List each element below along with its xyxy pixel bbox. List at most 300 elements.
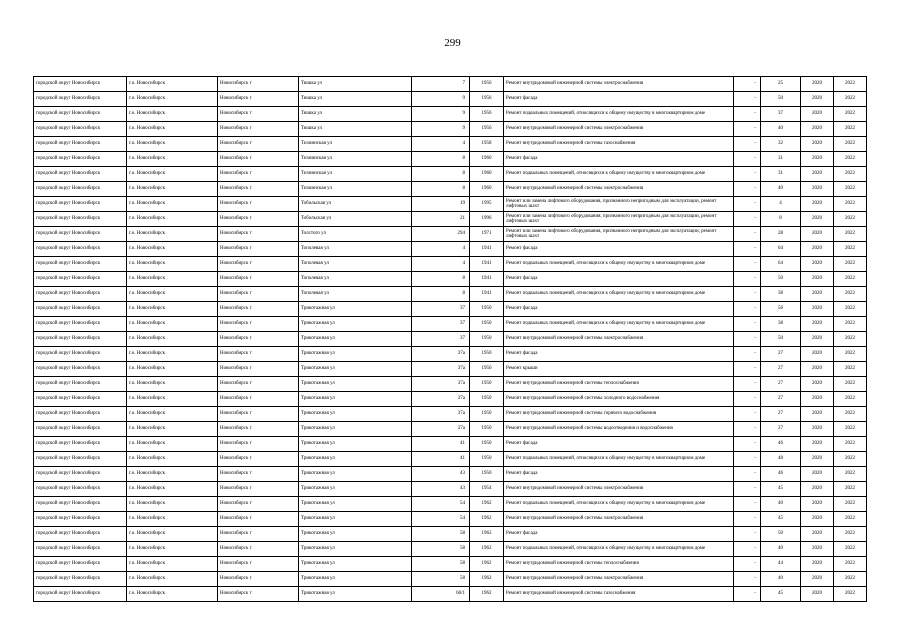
repair-schedule-table <box>33 76 867 602</box>
cell-cost: - <box>734 137 761 152</box>
cell-apartments-count: 27 <box>761 362 801 377</box>
cell-street: Трикотажная ул <box>299 557 412 572</box>
table-row <box>34 317 867 332</box>
table-row <box>34 542 867 557</box>
cell-end-year: 2022 <box>834 272 867 287</box>
cell-municipality: городской округ Новосибирск <box>34 302 127 317</box>
table-row <box>34 527 867 542</box>
cell-build-year: 1971 <box>470 227 504 242</box>
cell-street: Трикотажная ул <box>299 332 412 347</box>
cell-end-year: 2022 <box>834 92 867 107</box>
cell-build-year: 1950 <box>470 362 504 377</box>
cell-district: г.о. Новосибирск <box>127 92 218 107</box>
cell-start-year: 2020 <box>801 137 834 152</box>
cell-work-type: Ремонт подвальных помещений, относящихся к общему имуществу в многоквартирном доме <box>504 107 734 122</box>
cell-cost: - <box>734 197 761 212</box>
cell-municipality: городской округ Новосибирск <box>34 212 127 227</box>
cell-apartments-count: 40 <box>761 182 801 197</box>
cell-end-year: 2022 <box>834 407 867 422</box>
cell-municipality: городской округ Новосибирск <box>34 332 127 347</box>
cell-district: г.о. Новосибирск <box>127 527 218 542</box>
cell-work-type: Ремонт фасада <box>504 242 734 257</box>
cell-district: г.о. Новосибирск <box>127 212 218 227</box>
cell-street: Трикотажная ул <box>299 392 412 407</box>
cell-settlement: Новосибирск г <box>218 332 299 347</box>
cell-build-year: 1950 <box>470 452 504 467</box>
cell-municipality: городской округ Новосибирск <box>34 92 127 107</box>
cell-work-type: Ремонт подвальных помещений, относящихся к общему имуществу в многоквартирном доме <box>504 167 734 182</box>
cell-build-year: 1950 <box>470 467 504 482</box>
cell-work-type: Ремонт внутридомовой инженерной системы водоотведения и водоснабжения <box>504 422 734 437</box>
cell-municipality: городской округ Новосибирск <box>34 317 127 332</box>
table-row <box>34 557 867 572</box>
table-row <box>34 302 867 317</box>
cell-build-year: 1950 <box>470 437 504 452</box>
cell-house-number: 4 <box>412 257 470 272</box>
table-row <box>34 467 867 482</box>
cell-settlement: Новосибирск г <box>218 242 299 257</box>
cell-end-year: 2022 <box>834 362 867 377</box>
cell-cost: - <box>734 332 761 347</box>
cell-house-number: 60/1 <box>412 587 470 602</box>
cell-end-year: 2022 <box>834 317 867 332</box>
cell-cost: - <box>734 527 761 542</box>
cell-municipality: городской округ Новосибирск <box>34 287 127 302</box>
cell-district: г.о. Новосибирск <box>127 437 218 452</box>
cell-build-year: 1941 <box>470 272 504 287</box>
cell-build-year: 1996 <box>470 212 504 227</box>
cell-district: г.о. Новосибирск <box>127 287 218 302</box>
cell-house-number: 7 <box>412 77 470 92</box>
cell-start-year: 2020 <box>801 257 834 272</box>
table-row <box>34 197 867 212</box>
cell-district: г.о. Новосибирск <box>127 587 218 602</box>
cell-start-year: 2020 <box>801 227 834 242</box>
cell-street: Трикотажная ул <box>299 377 412 392</box>
cell-settlement: Новосибирск г <box>218 92 299 107</box>
cell-municipality: городской округ Новосибирск <box>34 452 127 467</box>
cell-district: г.о. Новосибирск <box>127 497 218 512</box>
cell-apartments-count: 38 <box>761 287 801 302</box>
cell-work-type: Ремонт подвальных помещений, относящихся к общему имуществу в многоквартирном доме <box>504 542 734 557</box>
cell-house-number: 8 <box>412 167 470 182</box>
cell-end-year: 2022 <box>834 527 867 542</box>
cell-house-number: 41 <box>412 437 470 452</box>
cell-house-number: 43 <box>412 482 470 497</box>
cell-settlement: Новосибирск г <box>218 467 299 482</box>
cell-house-number: 58 <box>412 542 470 557</box>
cell-house-number: 37а <box>412 347 470 362</box>
cell-build-year: 1956 <box>470 92 504 107</box>
cell-municipality: городской округ Новосибирск <box>34 257 127 272</box>
cell-street: Трикотажная ул <box>299 467 412 482</box>
cell-apartments-count: 64 <box>761 242 801 257</box>
cell-house-number: 4 <box>412 242 470 257</box>
cell-work-type: Ремонт фасада <box>504 527 734 542</box>
table-row <box>34 137 867 152</box>
cell-work-type: Ремонт внутридомовой инженерной системы электроснабжения <box>504 122 734 137</box>
cell-cost: - <box>734 77 761 92</box>
cell-apartments-count: 45 <box>761 587 801 602</box>
cell-district: г.о. Новосибирск <box>127 467 218 482</box>
cell-apartments-count: 27 <box>761 392 801 407</box>
cell-end-year: 2022 <box>834 257 867 272</box>
cell-street: Трикотажная ул <box>299 482 412 497</box>
cell-cost: - <box>734 512 761 527</box>
cell-build-year: 1956 <box>470 122 504 137</box>
cell-start-year: 2020 <box>801 347 834 362</box>
cell-cost: - <box>734 482 761 497</box>
cell-street: Трикотажная ул <box>299 437 412 452</box>
cell-settlement: Новосибирск г <box>218 362 299 377</box>
cell-house-number: 37а <box>412 407 470 422</box>
cell-house-number: 37 <box>412 317 470 332</box>
table-row <box>34 572 867 587</box>
cell-work-type: Ремонт фасада <box>504 347 734 362</box>
cell-house-number: 9 <box>412 122 470 137</box>
cell-settlement: Новосибирск г <box>218 182 299 197</box>
cell-district: г.о. Новосибирск <box>127 542 218 557</box>
table-row <box>34 437 867 452</box>
cell-cost: - <box>734 152 761 167</box>
cell-apartments-count: 48 <box>761 452 801 467</box>
cell-cost: - <box>734 437 761 452</box>
cell-build-year: 1956 <box>470 77 504 92</box>
cell-settlement: Новосибирск г <box>218 212 299 227</box>
cell-build-year: 1941 <box>470 242 504 257</box>
cell-district: г.о. Новосибирск <box>127 407 218 422</box>
cell-cost: - <box>734 542 761 557</box>
cell-settlement: Новосибирск г <box>218 197 299 212</box>
cell-house-number: 8 <box>412 182 470 197</box>
table-row <box>34 167 867 182</box>
table-row <box>34 587 867 602</box>
cell-build-year: 1962 <box>470 512 504 527</box>
cell-work-type: Ремонт внутридомовой инженерной системы теплоснабжения <box>504 377 734 392</box>
cell-settlement: Новосибирск г <box>218 137 299 152</box>
cell-street: Тюшка ул <box>299 107 412 122</box>
table-row <box>34 272 867 287</box>
cell-district: г.о. Новосибирск <box>127 167 218 182</box>
cell-work-type: Ремонт внутридомовой инженерной системы холодного водоснабжения <box>504 392 734 407</box>
cell-apartments-count: 31 <box>761 152 801 167</box>
cell-end-year: 2022 <box>834 167 867 182</box>
cell-work-type: Ремонт подвальных помещений, относящихся к общему имуществу в многоквартирном доме <box>504 317 734 332</box>
cell-settlement: Новосибирск г <box>218 587 299 602</box>
cell-municipality: городской округ Новосибирск <box>34 242 127 257</box>
cell-start-year: 2020 <box>801 107 834 122</box>
cell-municipality: городской округ Новосибирск <box>34 392 127 407</box>
cell-apartments-count: 40 <box>761 542 801 557</box>
cell-build-year: 1941 <box>470 257 504 272</box>
cell-work-type: Ремонт фасада <box>504 302 734 317</box>
cell-house-number: 19 <box>412 197 470 212</box>
table-row <box>34 152 867 167</box>
table-row <box>34 512 867 527</box>
cell-start-year: 2020 <box>801 542 834 557</box>
cell-start-year: 2020 <box>801 272 834 287</box>
cell-street: Тихвинская ул <box>299 137 412 152</box>
cell-settlement: Новосибирск г <box>218 542 299 557</box>
cell-district: г.о. Новосибирск <box>127 257 218 272</box>
cell-cost: - <box>734 557 761 572</box>
cell-apartments-count: 46 <box>761 437 801 452</box>
cell-work-type: Ремонт внутридомовой инженерной системы горячего водоснабжения <box>504 407 734 422</box>
cell-start-year: 2020 <box>801 572 834 587</box>
cell-end-year: 2022 <box>834 302 867 317</box>
cell-cost: - <box>734 317 761 332</box>
cell-district: г.о. Новосибирск <box>127 242 218 257</box>
table-row <box>34 92 867 107</box>
cell-apartments-count: 32 <box>761 137 801 152</box>
cell-cost: - <box>734 92 761 107</box>
cell-municipality: городской округ Новосибирск <box>34 587 127 602</box>
table-row <box>34 347 867 362</box>
cell-settlement: Новосибирск г <box>218 227 299 242</box>
cell-municipality: городской округ Новосибирск <box>34 512 127 527</box>
cell-start-year: 2020 <box>801 587 834 602</box>
cell-district: г.о. Новосибирск <box>127 302 218 317</box>
cell-start-year: 2020 <box>801 392 834 407</box>
cell-settlement: Новосибирск г <box>218 422 299 437</box>
cell-district: г.о. Новосибирск <box>127 377 218 392</box>
table-row <box>34 452 867 467</box>
cell-street: Толстого ул <box>299 227 412 242</box>
cell-start-year: 2020 <box>801 452 834 467</box>
cell-house-number: 9 <box>412 107 470 122</box>
cell-end-year: 2022 <box>834 542 867 557</box>
cell-district: г.о. Новосибирск <box>127 362 218 377</box>
cell-street: Тополевая ул <box>299 257 412 272</box>
table-row <box>34 422 867 437</box>
cell-street: Трикотажная ул <box>299 542 412 557</box>
cell-municipality: городской округ Новосибирск <box>34 227 127 242</box>
cell-start-year: 2020 <box>801 497 834 512</box>
cell-work-type: Ремонт или замена лифтового оборудования, признанного непригодным для эксплуатации, ремонт лифтовых шахт <box>504 227 734 242</box>
cell-settlement: Новосибирск г <box>218 107 299 122</box>
cell-start-year: 2020 <box>801 362 834 377</box>
table-row <box>34 257 867 272</box>
cell-work-type: Ремонт фасада <box>504 467 734 482</box>
cell-cost: - <box>734 122 761 137</box>
cell-district: г.о. Новосибирск <box>127 77 218 92</box>
cell-build-year: 1950 <box>470 392 504 407</box>
cell-street: Трикотажная ул <box>299 347 412 362</box>
cell-street: Тополевая ул <box>299 272 412 287</box>
cell-settlement: Новосибирск г <box>218 317 299 332</box>
cell-build-year: 1960 <box>470 152 504 167</box>
cell-settlement: Новосибирск г <box>218 77 299 92</box>
cell-cost: - <box>734 302 761 317</box>
cell-house-number: 58 <box>412 527 470 542</box>
cell-build-year: 1962 <box>470 497 504 512</box>
cell-end-year: 2022 <box>834 467 867 482</box>
cell-start-year: 2020 <box>801 557 834 572</box>
cell-house-number: 37 <box>412 302 470 317</box>
cell-end-year: 2022 <box>834 392 867 407</box>
cell-cost: - <box>734 347 761 362</box>
cell-settlement: Новосибирск г <box>218 272 299 287</box>
cell-street: Трикотажная ул <box>299 407 412 422</box>
cell-municipality: городской округ Новосибирск <box>34 182 127 197</box>
cell-end-year: 2022 <box>834 212 867 227</box>
cell-district: г.о. Новосибирск <box>127 512 218 527</box>
cell-start-year: 2020 <box>801 422 834 437</box>
cell-district: г.о. Новосибирск <box>127 422 218 437</box>
cell-settlement: Новосибирск г <box>218 302 299 317</box>
cell-cost: - <box>734 107 761 122</box>
cell-build-year: 1950 <box>470 332 504 347</box>
cell-cost: - <box>734 167 761 182</box>
table-row <box>34 332 867 347</box>
cell-work-type: Ремонт внутридомовой инженерной системы теплоснабжения <box>504 557 734 572</box>
cell-municipality: городской округ Новосибирск <box>34 122 127 137</box>
cell-municipality: городской округ Новосибирск <box>34 407 127 422</box>
cell-end-year: 2022 <box>834 347 867 362</box>
cell-street: Трикотажная ул <box>299 512 412 527</box>
cell-district: г.о. Новосибирск <box>127 482 218 497</box>
cell-start-year: 2020 <box>801 152 834 167</box>
cell-apartments-count: 38 <box>761 317 801 332</box>
cell-house-number: 4 <box>412 137 470 152</box>
cell-settlement: Новосибирск г <box>218 257 299 272</box>
cell-settlement: Новосибирск г <box>218 287 299 302</box>
cell-district: г.о. Новосибирск <box>127 317 218 332</box>
cell-cost: - <box>734 287 761 302</box>
cell-district: г.о. Новосибирск <box>127 152 218 167</box>
cell-municipality: городской округ Новосибирск <box>34 152 127 167</box>
cell-municipality: городской округ Новосибирск <box>34 377 127 392</box>
cell-house-number: 37а <box>412 377 470 392</box>
cell-municipality: городской округ Новосибирск <box>34 527 127 542</box>
cell-district: г.о. Новосибирск <box>127 122 218 137</box>
cell-apartments-count: 50 <box>761 332 801 347</box>
cell-street: Трикотажная ул <box>299 362 412 377</box>
cell-work-type: Ремонт внутридомовой инженерной системы электроснабжения <box>504 512 734 527</box>
cell-apartments-count: 31 <box>761 167 801 182</box>
cell-municipality: городской округ Новосибирск <box>34 197 127 212</box>
cell-house-number: 58 <box>412 557 470 572</box>
cell-settlement: Новосибирск г <box>218 482 299 497</box>
cell-apartments-count: 45 <box>761 512 801 527</box>
cell-district: г.о. Новосибирск <box>127 392 218 407</box>
cell-street: Трикотажная ул <box>299 422 412 437</box>
cell-end-year: 2022 <box>834 227 867 242</box>
cell-street: Трикотажная ул <box>299 587 412 602</box>
cell-cost: - <box>734 227 761 242</box>
cell-end-year: 2022 <box>834 377 867 392</box>
table-row <box>34 377 867 392</box>
cell-cost: - <box>734 377 761 392</box>
cell-cost: - <box>734 242 761 257</box>
cell-municipality: городской округ Новосибирск <box>34 542 127 557</box>
page-number: 299 <box>444 37 461 49</box>
cell-start-year: 2020 <box>801 197 834 212</box>
cell-district: г.о. Новосибирск <box>127 332 218 347</box>
cell-street: Тюшка ул <box>299 122 412 137</box>
cell-municipality: городской округ Новосибирск <box>34 137 127 152</box>
cell-municipality: городской округ Новосибирск <box>34 272 127 287</box>
table-row <box>34 122 867 137</box>
cell-street: Трикотажная ул <box>299 527 412 542</box>
cell-house-number: 54 <box>412 497 470 512</box>
cell-cost: - <box>734 392 761 407</box>
cell-district: г.о. Новосибирск <box>127 107 218 122</box>
cell-settlement: Новосибирск г <box>218 512 299 527</box>
cell-end-year: 2022 <box>834 497 867 512</box>
cell-end-year: 2022 <box>834 197 867 212</box>
cell-street: Тополевая ул <box>299 242 412 257</box>
cell-cost: - <box>734 407 761 422</box>
cell-apartments-count: 25 <box>761 77 801 92</box>
cell-work-type: Ремонт внутридомовой инженерной системы электроснабжения <box>504 572 734 587</box>
cell-apartments-count: 27 <box>761 377 801 392</box>
cell-house-number: 9 <box>412 92 470 107</box>
cell-build-year: 1950 <box>470 422 504 437</box>
cell-house-number: 37 <box>412 332 470 347</box>
cell-street: Тополевая ул <box>299 287 412 302</box>
cell-build-year: 1962 <box>470 557 504 572</box>
cell-municipality: городской округ Новосибирск <box>34 347 127 362</box>
cell-cost: - <box>734 497 761 512</box>
table-row <box>34 407 867 422</box>
cell-work-type: Ремонт внутридомовой инженерной системы электроснабжения <box>504 182 734 197</box>
cell-district: г.о. Новосибирск <box>127 137 218 152</box>
cell-work-type: Ремонт подвальных помещений, относящихся к общему имуществу в многоквартирном доме <box>504 257 734 272</box>
cell-work-type: Ремонт фасада <box>504 272 734 287</box>
cell-street: Тихвинская ул <box>299 182 412 197</box>
cell-district: г.о. Новосибирск <box>127 347 218 362</box>
cell-district: г.о. Новосибирск <box>127 182 218 197</box>
table-row <box>34 482 867 497</box>
cell-municipality: городской округ Новосибирск <box>34 482 127 497</box>
cell-cost: - <box>734 257 761 272</box>
cell-apartments-count: 56 <box>761 302 801 317</box>
cell-street: Тюшка ул <box>299 77 412 92</box>
cell-settlement: Новосибирск г <box>218 392 299 407</box>
cell-build-year: 1941 <box>470 287 504 302</box>
cell-end-year: 2022 <box>834 437 867 452</box>
cell-street: Тюшка ул <box>299 92 412 107</box>
cell-start-year: 2020 <box>801 437 834 452</box>
cell-start-year: 2020 <box>801 287 834 302</box>
cell-start-year: 2020 <box>801 167 834 182</box>
cell-end-year: 2022 <box>834 122 867 137</box>
cell-start-year: 2020 <box>801 317 834 332</box>
cell-apartments-count: 4 <box>761 197 801 212</box>
cell-cost: - <box>734 362 761 377</box>
cell-start-year: 2020 <box>801 527 834 542</box>
cell-municipality: городской округ Новосибирск <box>34 167 127 182</box>
cell-start-year: 2020 <box>801 377 834 392</box>
table-row <box>34 227 867 242</box>
cell-build-year: 1962 <box>470 587 504 602</box>
cell-work-type: Ремонт подвальных помещений, относящихся к общему имуществу в многоквартирном доме <box>504 452 734 467</box>
cell-work-type: Ремонт крыши <box>504 362 734 377</box>
cell-end-year: 2022 <box>834 107 867 122</box>
cell-municipality: городской округ Новосибирск <box>34 422 127 437</box>
table-row <box>34 362 867 377</box>
cell-build-year: 1962 <box>470 527 504 542</box>
cell-house-number: 43 <box>412 467 470 482</box>
cell-build-year: 1954 <box>470 482 504 497</box>
cell-house-number: 37а <box>412 362 470 377</box>
cell-apartments-count: 50 <box>761 272 801 287</box>
table-row <box>34 287 867 302</box>
cell-build-year: 1950 <box>470 407 504 422</box>
cell-work-type: Ремонт фасада <box>504 437 734 452</box>
cell-build-year: 1950 <box>470 317 504 332</box>
